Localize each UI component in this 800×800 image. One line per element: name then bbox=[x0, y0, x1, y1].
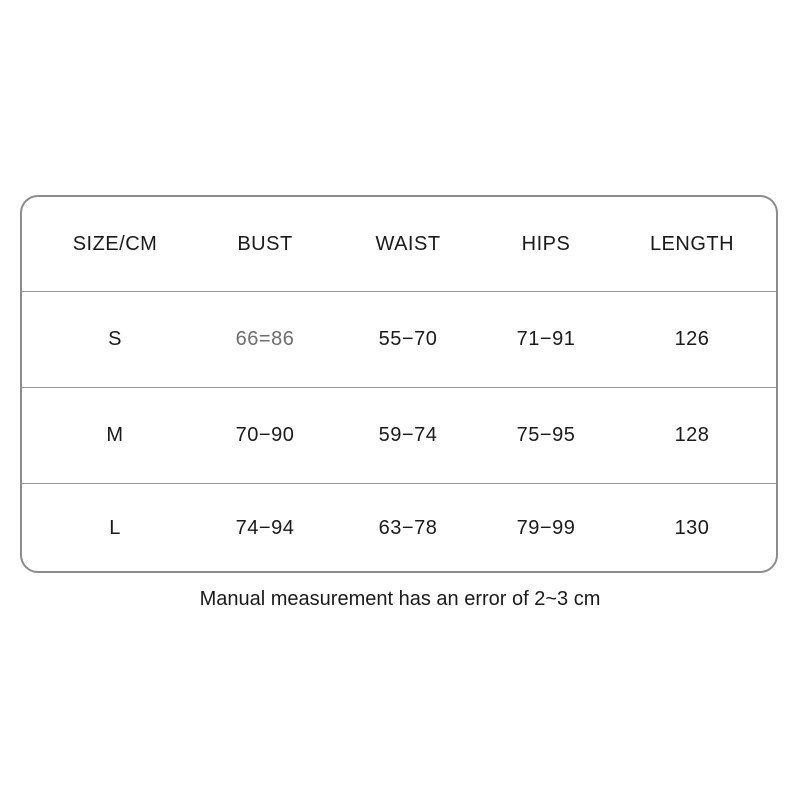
bust-value: 66=86 bbox=[235, 328, 295, 350]
length-value: 128 bbox=[674, 424, 710, 446]
bust-value: 70−90 bbox=[235, 424, 295, 446]
header-waist: WAIST bbox=[375, 232, 441, 255]
length-value: 130 bbox=[674, 517, 710, 539]
table-row bbox=[22, 484, 776, 573]
header-hips: HIPS bbox=[521, 232, 571, 255]
length-value: 126 bbox=[674, 328, 710, 350]
waist-value: 55−70 bbox=[378, 328, 438, 350]
size-label: S bbox=[108, 328, 122, 350]
size-label: L bbox=[109, 517, 121, 539]
measurement-note: Manual measurement has an error of 2~3 cm bbox=[199, 588, 601, 610]
table-row bbox=[22, 292, 776, 387]
hips-value: 71−91 bbox=[516, 328, 576, 350]
table-row bbox=[22, 388, 776, 483]
table-header-row bbox=[22, 197, 776, 291]
hips-value: 79−99 bbox=[516, 517, 576, 539]
size-label: M bbox=[106, 424, 124, 446]
waist-value: 63−78 bbox=[378, 517, 438, 539]
header-size: SIZE/CM bbox=[72, 232, 158, 255]
bust-value: 74−94 bbox=[235, 517, 295, 539]
waist-value: 59−74 bbox=[378, 424, 438, 446]
header-bust: BUST bbox=[237, 232, 293, 255]
hips-value: 75−95 bbox=[516, 424, 576, 446]
header-length: LENGTH bbox=[649, 232, 735, 255]
size-chart-table bbox=[20, 195, 778, 573]
